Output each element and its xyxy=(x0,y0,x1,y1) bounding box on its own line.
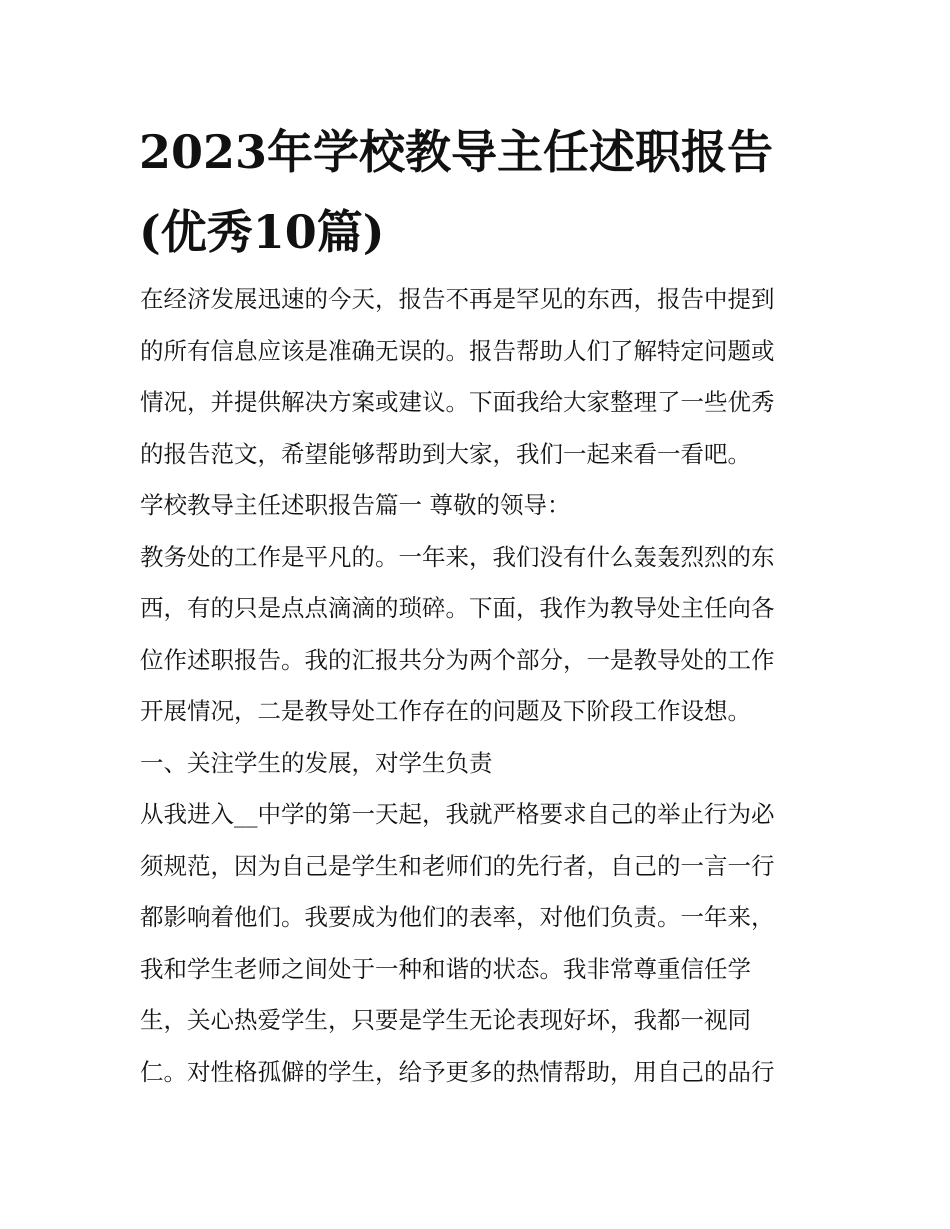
title-line-1: 2023年学校教导主任述职报告 xyxy=(139,125,774,179)
body-line: 都影响着他们。我要成为他们的表率，对他们负责。一年来， xyxy=(140,903,775,931)
body-line: 情况，并提供解决方案或建议。下面我给大家整理了一些优秀 xyxy=(140,388,775,416)
body-line: 我和学生老师之间处于一种和谐的状态。我非常尊重信任学 xyxy=(140,954,751,983)
body-line: 西，有的只是点点滴滴的琐碎。下面，我作为教导处主任向各 xyxy=(140,594,775,622)
body-line: 的报告范文，希望能够帮助到大家，我们一起来看一看吧。 xyxy=(140,439,751,468)
body-line: 须规范，因为自己是学生和老师们的先行者，自己的一言一行 xyxy=(140,851,775,880)
body-line: 教务处的工作是平凡的。一年来，我们没有什么轰轰烈烈的东 xyxy=(140,542,775,571)
body-line: 仁。对性格孤僻的学生，给予更多的热情帮助，用自己的品行 xyxy=(140,1057,775,1086)
title-line-2: (优秀10篇) xyxy=(139,205,385,259)
body-line: 位作述职报告。我的汇报共分为两个部分，一是教导处的工作 xyxy=(140,645,775,674)
document-title xyxy=(139,112,819,272)
body-line: 生，关心热爱学生，只要是学生无论表现好坏，我都一视同 xyxy=(140,1006,751,1034)
body-line: 从我进入__中学的第一天起，我就严格要求自己的举止行为必 xyxy=(140,800,775,828)
subheading-line: 一、关注学生的发展，对学生负责 xyxy=(140,748,493,777)
body-line: 在经济发展迅速的今天，报告不再是罕见的东西，报告中提到 xyxy=(140,285,775,313)
section-heading-line: 学校教导主任述职报告篇一 尊敬的领导： xyxy=(140,491,571,519)
document-body xyxy=(140,274,830,1098)
body-line: 的所有信息应该是准确无误的。报告帮助人们了解特定问题或 xyxy=(140,336,775,365)
body-line: 开展情况，二是教导处工作存在的问题及下阶段工作设想。 xyxy=(140,697,751,725)
